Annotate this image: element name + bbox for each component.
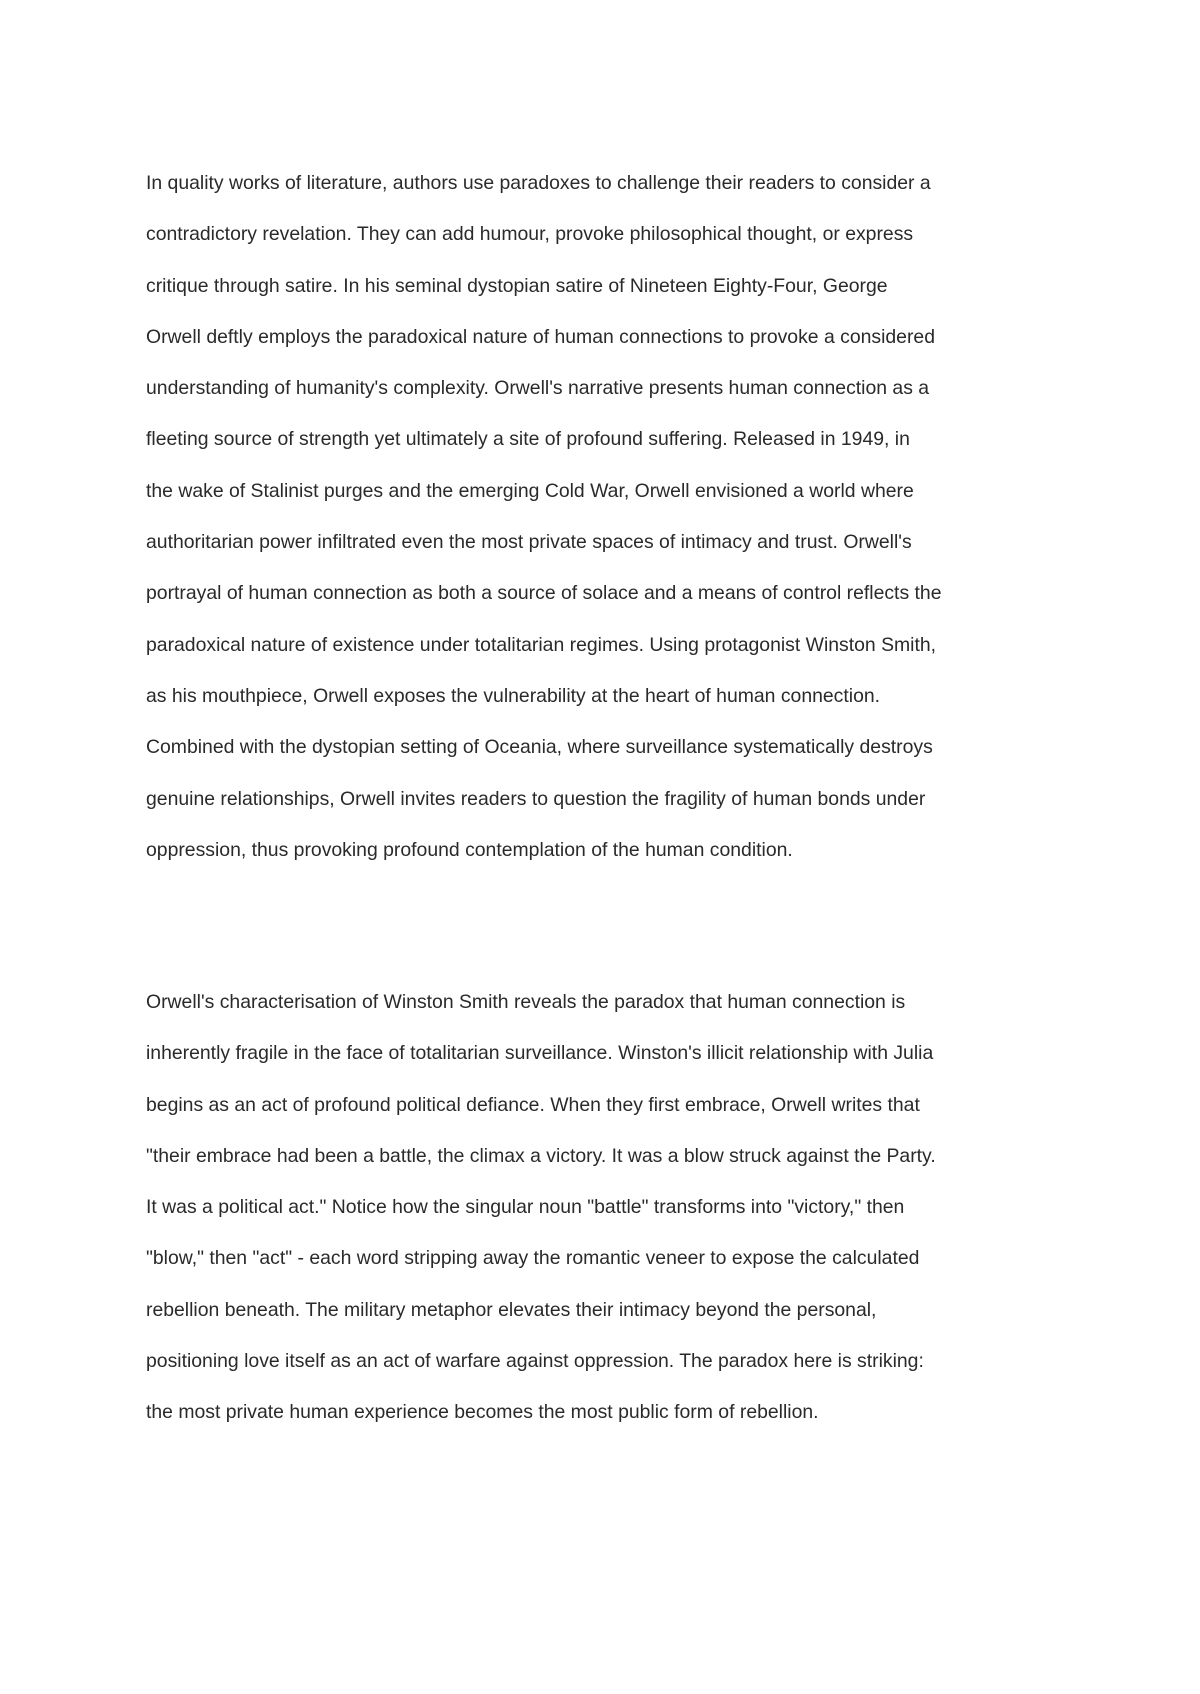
text-line: Combined with the dystopian setting of Oceania, where surveillance systematically destroys	[146, 736, 933, 759]
text-line: begins as an act of profound political defiance. When they first embrace, Orwell writes that	[146, 1093, 920, 1116]
text-line: as his mouthpiece, Orwell exposes the vulnerability at the heart of human connection.	[146, 684, 881, 707]
text-line: Orwell's characterisation of Winston Smith reveals the paradox that human connection is	[146, 991, 906, 1013]
text-line: the most private human experience becomes the most public form of rebellion.	[146, 1401, 819, 1424]
text-line: authoritarian power infiltrated even the most private spaces of intimacy and trust. Orwell's	[146, 531, 912, 554]
text-line: rebellion beneath. The military metaphor elevates their intimacy beyond the personal,	[146, 1298, 877, 1321]
paragraph-introduction	[146, 158, 1076, 876]
text-line: understanding of humanity's complexity. Orwell's narrative presents human connection as a	[146, 377, 930, 400]
text-line: positioning love itself as an act of warfare against oppression. The paradox here is striking:	[146, 1350, 924, 1373]
text-line: Orwell deftly employs the paradoxical nature of human connections to provoke a considered	[146, 325, 935, 348]
text-line: the wake of Stalinist purges and the emerging Cold War, Orwell envisioned a world where	[146, 479, 914, 502]
text-line: "blow," then "act" - each word stripping away the romantic veneer to expose the calculated	[146, 1247, 920, 1270]
text-line: genuine relationships, Orwell invites readers to question the fragility of human bonds under	[146, 787, 926, 810]
text-line: contradictory revelation. They can add humour, provoke philosophical thought, or express	[146, 223, 914, 246]
text-line: oppression, thus provoking profound contemplation of the human condition.	[146, 838, 793, 861]
text-line: critique through satire. In his seminal dystopian satire of Nineteen Eighty-Four, George	[146, 274, 888, 297]
text-line: In quality works of literature, authors use paradoxes to challenge their readers to consider a	[146, 172, 931, 194]
text-line: "their embrace had been a battle, the climax a victory. It was a blow struck against the Party.	[146, 1144, 936, 1167]
text-line: It was a political act." Notice how the singular noun "battle" transforms into "victory," then	[146, 1196, 905, 1219]
text-line: inherently fragile in the face of totalitarian surveillance. Winston's illicit relationship with Julia	[146, 1042, 934, 1065]
text-line: paradoxical nature of existence under totalitarian regimes. Using protagonist Winston Smith,	[146, 633, 937, 656]
text-line: portrayal of human connection as both a source of solace and a means of control reflects the	[146, 582, 942, 605]
paragraph-body-1	[146, 977, 1076, 1439]
text-line: fleeting source of strength yet ultimately a site of profound suffering. Released in 1949, in	[146, 428, 910, 451]
